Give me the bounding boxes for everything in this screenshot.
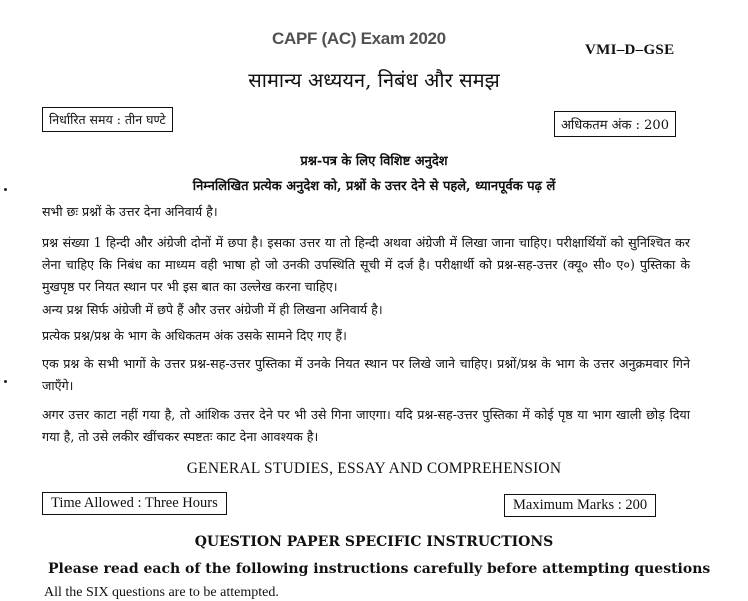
page-title-hindi: सामान्य अध्ययन, निबंध और समझ <box>248 68 500 92</box>
instruction-paragraph: अगर उत्तर काटा नहीं गया है, तो आंशिक उत्तर देने पर भी उसे गिना जाएगा। यदि प्रश्न-सह-उत्तर पुस्तिका में कोई पृष्ठ या भाग खाली छोड़ दिया गया है, तो उसे लकीर खींचकर स्पष्टतः काट देना आवश्यक है। <box>42 407 690 444</box>
instructions-heading-hindi: प्रश्न-पत्र के लिए विशिष्ट अनुदेश <box>300 154 448 169</box>
instruction-paragraph: प्रश्न संख्या 1 हिन्दी और अंग्रेजी दोनों में छपा है। इसका उत्तर या तो हिन्दी अथवा अंग्रेजी में लिखा जाना चाहिए। परीक्षार्थियों को सुनिश्चित कर लेना चाहिए कि निबंध का माध्यम वही भाषा हो जो उनकी उपस्थिति सूची में दर्ज है। परीक्षार्थी को प्रश्न-सह-उत्तर (क्यू० सी० ए०) पुस्तिका के मुखपृष्ठ पर नियत स्थान पर भी इस बात का उल्लेख करना चाहिए। <box>42 235 690 294</box>
instructions-subheading-english: Please read each of the following instructions carefully before attempting questions <box>48 561 711 577</box>
instruction-paragraph: प्रत्येक प्रश्न/प्रश्न के भाग के अधिकतम अंक उसके सामने दिए गए हैं। <box>42 328 347 343</box>
instruction-paragraph: सभी छः प्रश्नों के उत्तर देना अनिवार्य है। <box>42 204 218 219</box>
paper-code: VMI–D–GSE <box>585 42 675 58</box>
page-title-english: GENERAL STUDIES, ESSAY AND COMPREHENSION <box>186 460 562 477</box>
instructions-heading-english: QUESTION PAPER SPECIFIC INSTRUCTIONS <box>194 534 554 550</box>
instructions-subheading-hindi: निम्नलिखित प्रत्येक अनुदेश को, प्रश्नों के उत्तर देने से पहले, ध्यानपूर्वक पढ़ लें <box>192 179 556 194</box>
instruction-paragraph-english: All the SIX questions are to be attempted. <box>44 585 279 600</box>
exam-name: CAPF (AC) Exam 2020 <box>272 29 446 48</box>
instruction-paragraph: अन्य प्रश्न सिर्फ अंग्रेजी में छपे हैं और उत्तर अंग्रेजी में ही लिखना अनिवार्य है। <box>42 302 383 317</box>
time-allowed-hindi: निर्धारित समय : तीन घण्टे <box>42 107 173 132</box>
instruction-paragraph: एक प्रश्न के सभी भागों के उत्तर प्रश्न-सह-उत्तर पुस्तिका में उनके नियत स्थान पर लिखे जाने चाहिए। प्रश्नों/प्रश्न के भाग के उत्तर अनुक्रमवार गिने जाएँगे। <box>42 356 690 393</box>
time-allowed-english: Time Allowed : Three Hours <box>42 492 227 515</box>
max-marks-hindi: अधिकतम अंक : 200 <box>554 111 676 137</box>
max-marks-english: Maximum Marks : 200 <box>504 494 656 517</box>
scan-mark <box>4 380 7 383</box>
